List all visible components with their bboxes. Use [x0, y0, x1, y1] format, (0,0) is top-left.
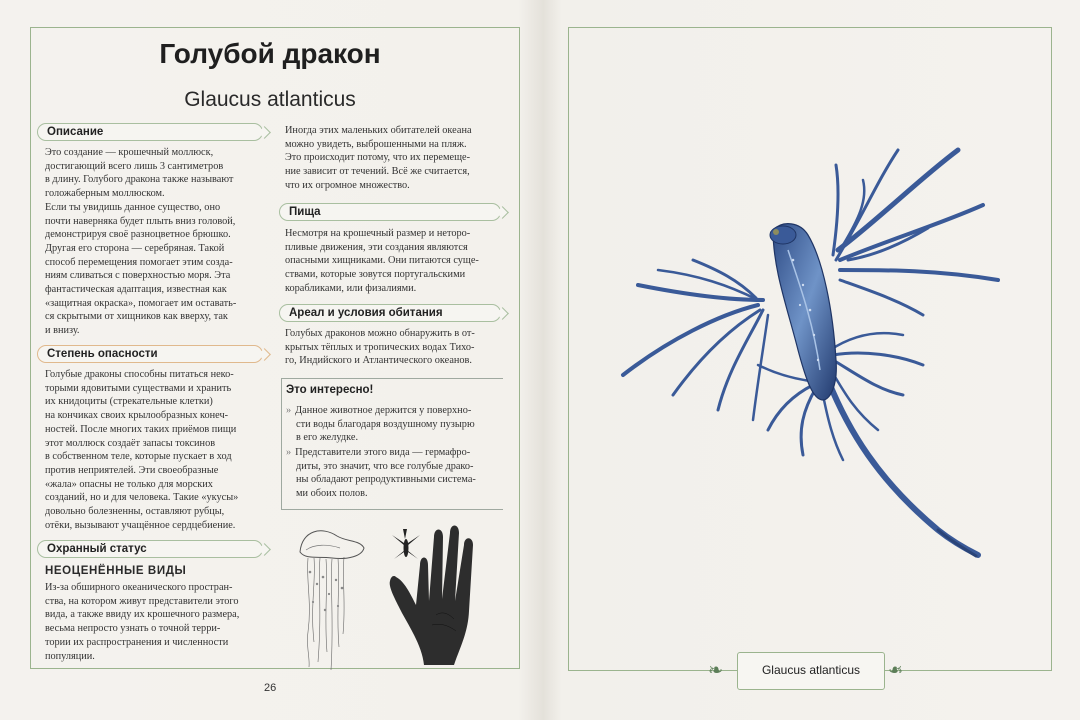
fact-item	[286, 446, 498, 501]
text-line: в длину. Голубого дракона также называют	[45, 174, 234, 186]
text-line: весьма непросто узнать о точной терри-	[45, 623, 221, 635]
text-line: Иногда этих маленьких обитателей океана	[285, 125, 472, 136]
portuguese-man-o-war-illustration	[292, 522, 372, 672]
description-text	[45, 146, 265, 338]
page-title: Голубой дракон	[159, 38, 381, 69]
danger-text	[45, 368, 265, 532]
text-line: ниям сливаться с поверхностью моря. Эта	[45, 270, 231, 282]
text-line: Из-за обширного океанического простран-	[45, 582, 233, 593]
fact-line-text: диты, это значит, что все голубые драко-	[296, 460, 474, 472]
text-line: крытых тёплых и тропических водах Тихо-	[285, 341, 475, 353]
text-line: пливые движения, эти создания являются	[285, 241, 468, 253]
section-heading-description: Описание	[37, 123, 263, 141]
hand-with-sting-illustration	[376, 515, 496, 665]
illustration-caption: Glaucus atlanticus	[737, 652, 885, 690]
blue-dragon-illustration	[578, 110, 1048, 570]
fact-item	[286, 404, 498, 445]
left-ornament-icon: ❧	[708, 660, 724, 680]
text-line: «жала» опасны не только для морских	[45, 478, 213, 490]
text-line: отёки, вызывают учащённое сердцебиение.	[45, 519, 236, 531]
text-line: го, Индийского и Атлантического океанов.	[285, 355, 472, 367]
text-line: тории их распространения и численности	[45, 636, 229, 648]
text-line: ствами, которые зовутся португальскими	[285, 269, 466, 281]
fact-line-text: сти воды благодаря воздушному пузырю	[296, 418, 475, 430]
text-line: Это создание — крошечный моллюск,	[45, 147, 214, 158]
text-line: Голубые драконы способны питаться неко-	[45, 369, 234, 380]
page-subtitle: Glaucus atlanticus	[184, 88, 356, 111]
text-line: Голубых драконов можно обнаружить в от-	[285, 328, 475, 339]
intro-text	[285, 124, 503, 193]
text-line: достигающий всего лишь 3 сантиметров	[45, 160, 224, 172]
fact-line	[286, 473, 498, 487]
page-number: 26	[264, 682, 277, 694]
section-heading-danger: Степень опасности	[37, 345, 263, 363]
text-line: фантастическая адаптация, известная как	[45, 284, 227, 296]
text-line: торыми ядовитыми существами и хранить	[45, 382, 232, 394]
fact-line	[286, 446, 498, 460]
fact-line	[286, 418, 498, 432]
text-line: почти наверняка будет плыть вниз головой,	[45, 215, 236, 227]
text-line: голожаберным моллюском.	[45, 188, 165, 200]
small-dragon-icon	[392, 529, 420, 559]
status-text	[45, 581, 267, 663]
text-line: популяции.	[45, 650, 95, 662]
text-line: ние зависит от течений. Всё же считается,	[285, 166, 470, 178]
text-line: ностей. После многих таких приёмов пищи	[45, 423, 237, 435]
text-line: их книдоциты (стрекательные клетки)	[45, 396, 213, 408]
text-line: опасными хищниками. Они питаются суще-	[285, 255, 479, 267]
text-line: Несмотря на крошечный размер и неторо-	[285, 228, 471, 239]
text-line: довольно болезненны, оставляют рубцы,	[45, 506, 225, 518]
text-line: ства, на котором живут представители этого	[45, 595, 239, 607]
status-value: НЕОЦЕНЁННЫЕ ВИДЫ	[45, 565, 187, 577]
text-line: Если ты увидишь данное существо, оно	[45, 201, 221, 213]
right-ornament-icon: ❧	[888, 660, 904, 680]
text-line: что их огромное множество.	[285, 179, 410, 191]
fact-line-text: Представители этого вида — гермафро-	[295, 447, 471, 458]
text-line: можно увидеть, выброшенными на пляж.	[285, 138, 467, 150]
text-line: против неприятелей. Эти своеобразные	[45, 464, 219, 476]
facts-heading: Это интересно!	[286, 384, 374, 396]
bullet-icon: »	[286, 405, 292, 416]
text-line: способ перемещения помогает этим созда-	[45, 256, 233, 268]
fact-line	[286, 431, 498, 445]
habitat-text	[285, 327, 503, 368]
food-text	[285, 227, 503, 296]
text-line: в собственном теле, которые пускает в ход	[45, 451, 232, 463]
text-line: ся скрытыми от хищников как вверху, так	[45, 311, 228, 323]
section-heading-habitat: Ареал и условия обитания	[279, 304, 501, 322]
fact-line-text: в его желудке.	[296, 432, 359, 444]
fact-line	[286, 487, 498, 501]
text-line: этот моллюск создаёт запасы токсинов	[45, 437, 216, 449]
fact-line	[286, 404, 498, 418]
text-line: и внизу.	[45, 325, 80, 337]
fact-line	[286, 460, 498, 474]
fact-line-text: ны обладают репродуктивными система-	[296, 474, 476, 486]
text-line: демонстрируя своё разноцветное брюшко.	[45, 229, 231, 241]
text-line: Другая его сторона — серебряная. Такой	[45, 242, 225, 254]
fact-line-text: Данное животное держится у поверхно-	[295, 405, 472, 416]
bullet-icon: »	[286, 447, 292, 458]
text-line: Это происходит потому, что их перемеще-	[285, 152, 471, 164]
section-heading-food: Пища	[279, 203, 501, 221]
text-line: на кончиках своих крылообразных конеч-	[45, 410, 229, 422]
text-line: вида, а также ввиду их крошечного размера,	[45, 609, 240, 621]
fact-line-text: ми обоих полов.	[296, 488, 368, 500]
text-line: созданий, но и для человека. Такие «укусы»	[45, 492, 239, 504]
text-line: корабликами, или физалиями.	[285, 282, 417, 294]
section-heading-status: Охранный статус	[37, 540, 263, 558]
text-line: «защитная окраска», помогает им оставать-	[45, 297, 237, 309]
